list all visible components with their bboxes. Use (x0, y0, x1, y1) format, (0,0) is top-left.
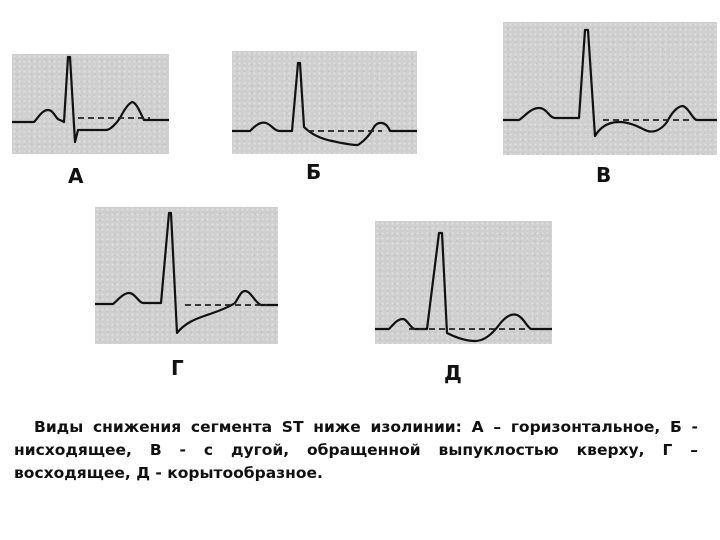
ecg-trace-g (95, 207, 278, 344)
ecg-waveform (232, 63, 417, 145)
ecg-waveform (375, 233, 552, 341)
ecg-waveform (12, 57, 169, 142)
panel-label-d: Д (444, 361, 462, 385)
ecg-waveform (95, 213, 278, 333)
ecg-panel-v (503, 22, 717, 155)
panel-label-g: Г (171, 356, 184, 380)
panel-label-v: В (596, 163, 612, 187)
figure-caption: Виды снижения сегмента ST ниже изолинии: А – горизонтальное, Б - нисходящее, В - с дугой, обращенной выпуклостью кверху, Г – восходящее, Д - корытообразное. (14, 418, 698, 482)
ecg-panel-g (95, 207, 278, 344)
ecg-trace-a (12, 54, 169, 154)
ecg-trace-b (232, 51, 417, 154)
panel-label-a: А (68, 164, 84, 188)
panel-label-b: Б (306, 160, 322, 184)
ecg-trace-v (503, 22, 717, 155)
ecg-panel-d (375, 221, 552, 344)
ecg-trace-d (375, 221, 552, 344)
ecg-panel-b (232, 51, 417, 154)
ecg-panel-a (12, 54, 169, 154)
